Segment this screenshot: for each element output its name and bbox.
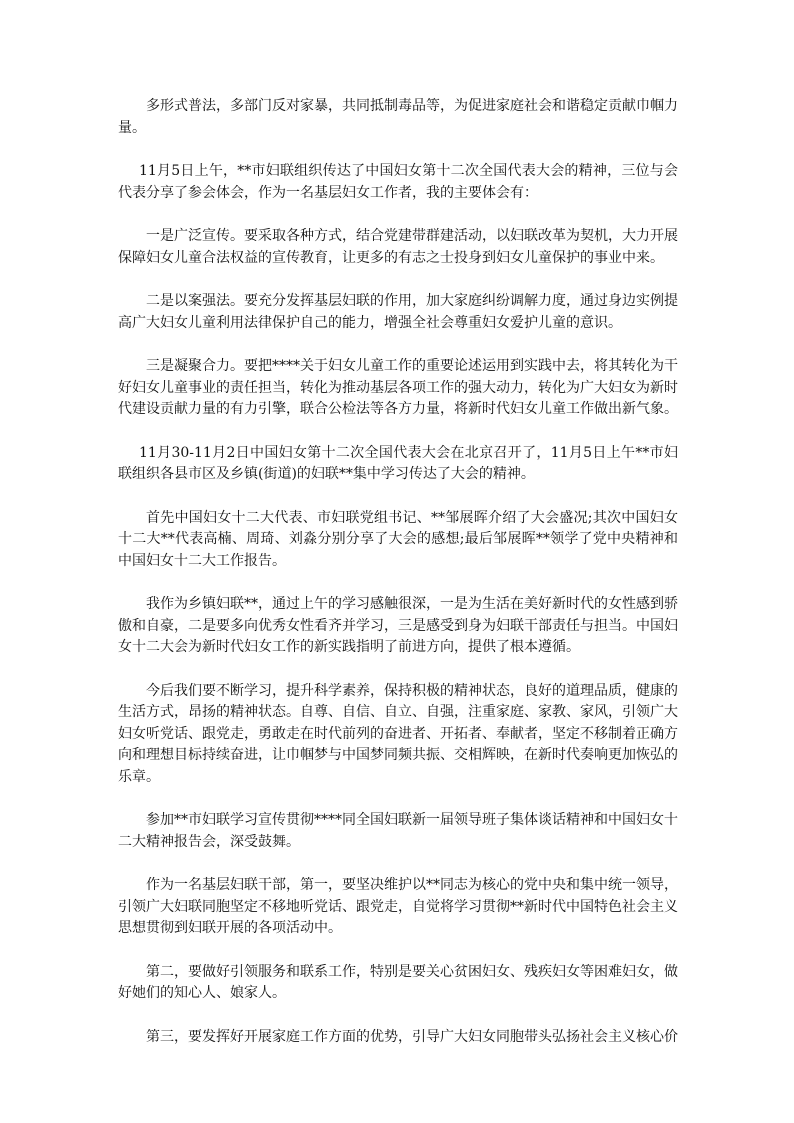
paragraph: 11月30-11月2日中国妇女第十二次全国代表大会在北京召开了，11月5日上午**市妇联组织各县市区及乡镇(街道)的妇联**集中学习传达了大会的精神。 xyxy=(118,444,678,482)
document-page xyxy=(118,96,678,1070)
paragraph: 参加**市妇联学习宣传贯彻****同全国妇联新一届领导班子集体谈话精神和中国妇女十二大精神报告会，深受鼓舞。 xyxy=(118,812,678,850)
paragraph: 作为一名基层妇联干部，第一，要坚决维护以**同志为核心的党中央和集中统一领导，引领广大妇联同胞坚定不移地听党话、跟党走，自觉将学习贯彻**新时代中国特色社会主义思想贯彻到妇联开展的各项活动中。 xyxy=(118,877,678,936)
paragraph: 多形式普法，多部门反对家暴，共同抵制毒品等，为促进家庭社会和谐稳定贡献巾帼力量。 xyxy=(118,98,678,136)
paragraph: 第二，要做好引领服务和联系工作，特别是要关心贫困妇女、残疾妇女等困难妇女，做好她们的知心人、娘家人。 xyxy=(118,963,678,1001)
paragraph: 三是凝聚合力。要把****关于妇女儿童工作的重要论述运用到实践中去，将其转化为干好妇女儿童事业的责任担当，转化为推动基层各项工作的强大动力，转化为广大妇女为新时代建设贡献力量的有力引擎，联合公检法等各方力量，将新时代妇女儿童工作做出新气象。 xyxy=(118,358,678,417)
paragraph: 二是以案强法。要充分发挥基层妇联的作用，加大家庭纠纷调解力度，通过身边实例提高广大妇女儿童利用法律保护自己的能力，增强全社会尊重妇女爱护儿童的意识。 xyxy=(118,293,678,331)
paragraph: 首先中国妇女十二大代表、市妇联党组书记、**邹展晖介绍了大会盛况;其次中国妇女十二大**代表高楠、周琦、刘淼分别分享了大会的感想;最后邹展晖**领学了党中央精神和中国妇女十二大工作报告。 xyxy=(118,509,678,569)
paragraph: 我作为乡镇妇联**，通过上午的学习感触很深，一是为生活在美好新时代的女性感到骄傲和自豪，二是要多向优秀女性看齐并学习，三是感受到身为妇联干部责任与担当。中国妇女十二大会为新时代妇女工作的新实践指明了前进方向，提供了根本遵循。 xyxy=(118,596,678,655)
paragraph: 11月5日上午，**市妇联组织传达了中国妇女第十二次全国代表大会的精神，三位与会代表分享了参会体会，作为一名基层妇女工作者，我的主要体会有： xyxy=(118,163,678,201)
paragraph: 今后我们要不断学习，提升科学素养，保持积极的精神状态，良好的道理品质，健康的生活方式，昂扬的精神状态。自尊、自信、自立、自强，注重家庭、家教、家风，引领广大妇女听党话、跟党走，勇敢走在时代前列的奋进者、开拓者、奉献者，坚定不移制着正确方向和理想目标持续奋进，让巾帼梦与中国梦同频共振、交相辉映，在新时代奏响更加恢弘的乐章。 xyxy=(118,682,678,785)
paragraph: 一是广泛宣传。要采取各种方式，结合党建带群建活动，以妇联改革为契机，大力开展保障妇女儿童合法权益的宣传教育，让更多的有志之士投身到妇女儿童保护的事业中来。 xyxy=(118,228,678,266)
paragraph: 第三，要发挥好开展家庭工作方面的优势，引导广大妇女同胞带头弘扬社会主义核心价 xyxy=(146,1028,678,1045)
